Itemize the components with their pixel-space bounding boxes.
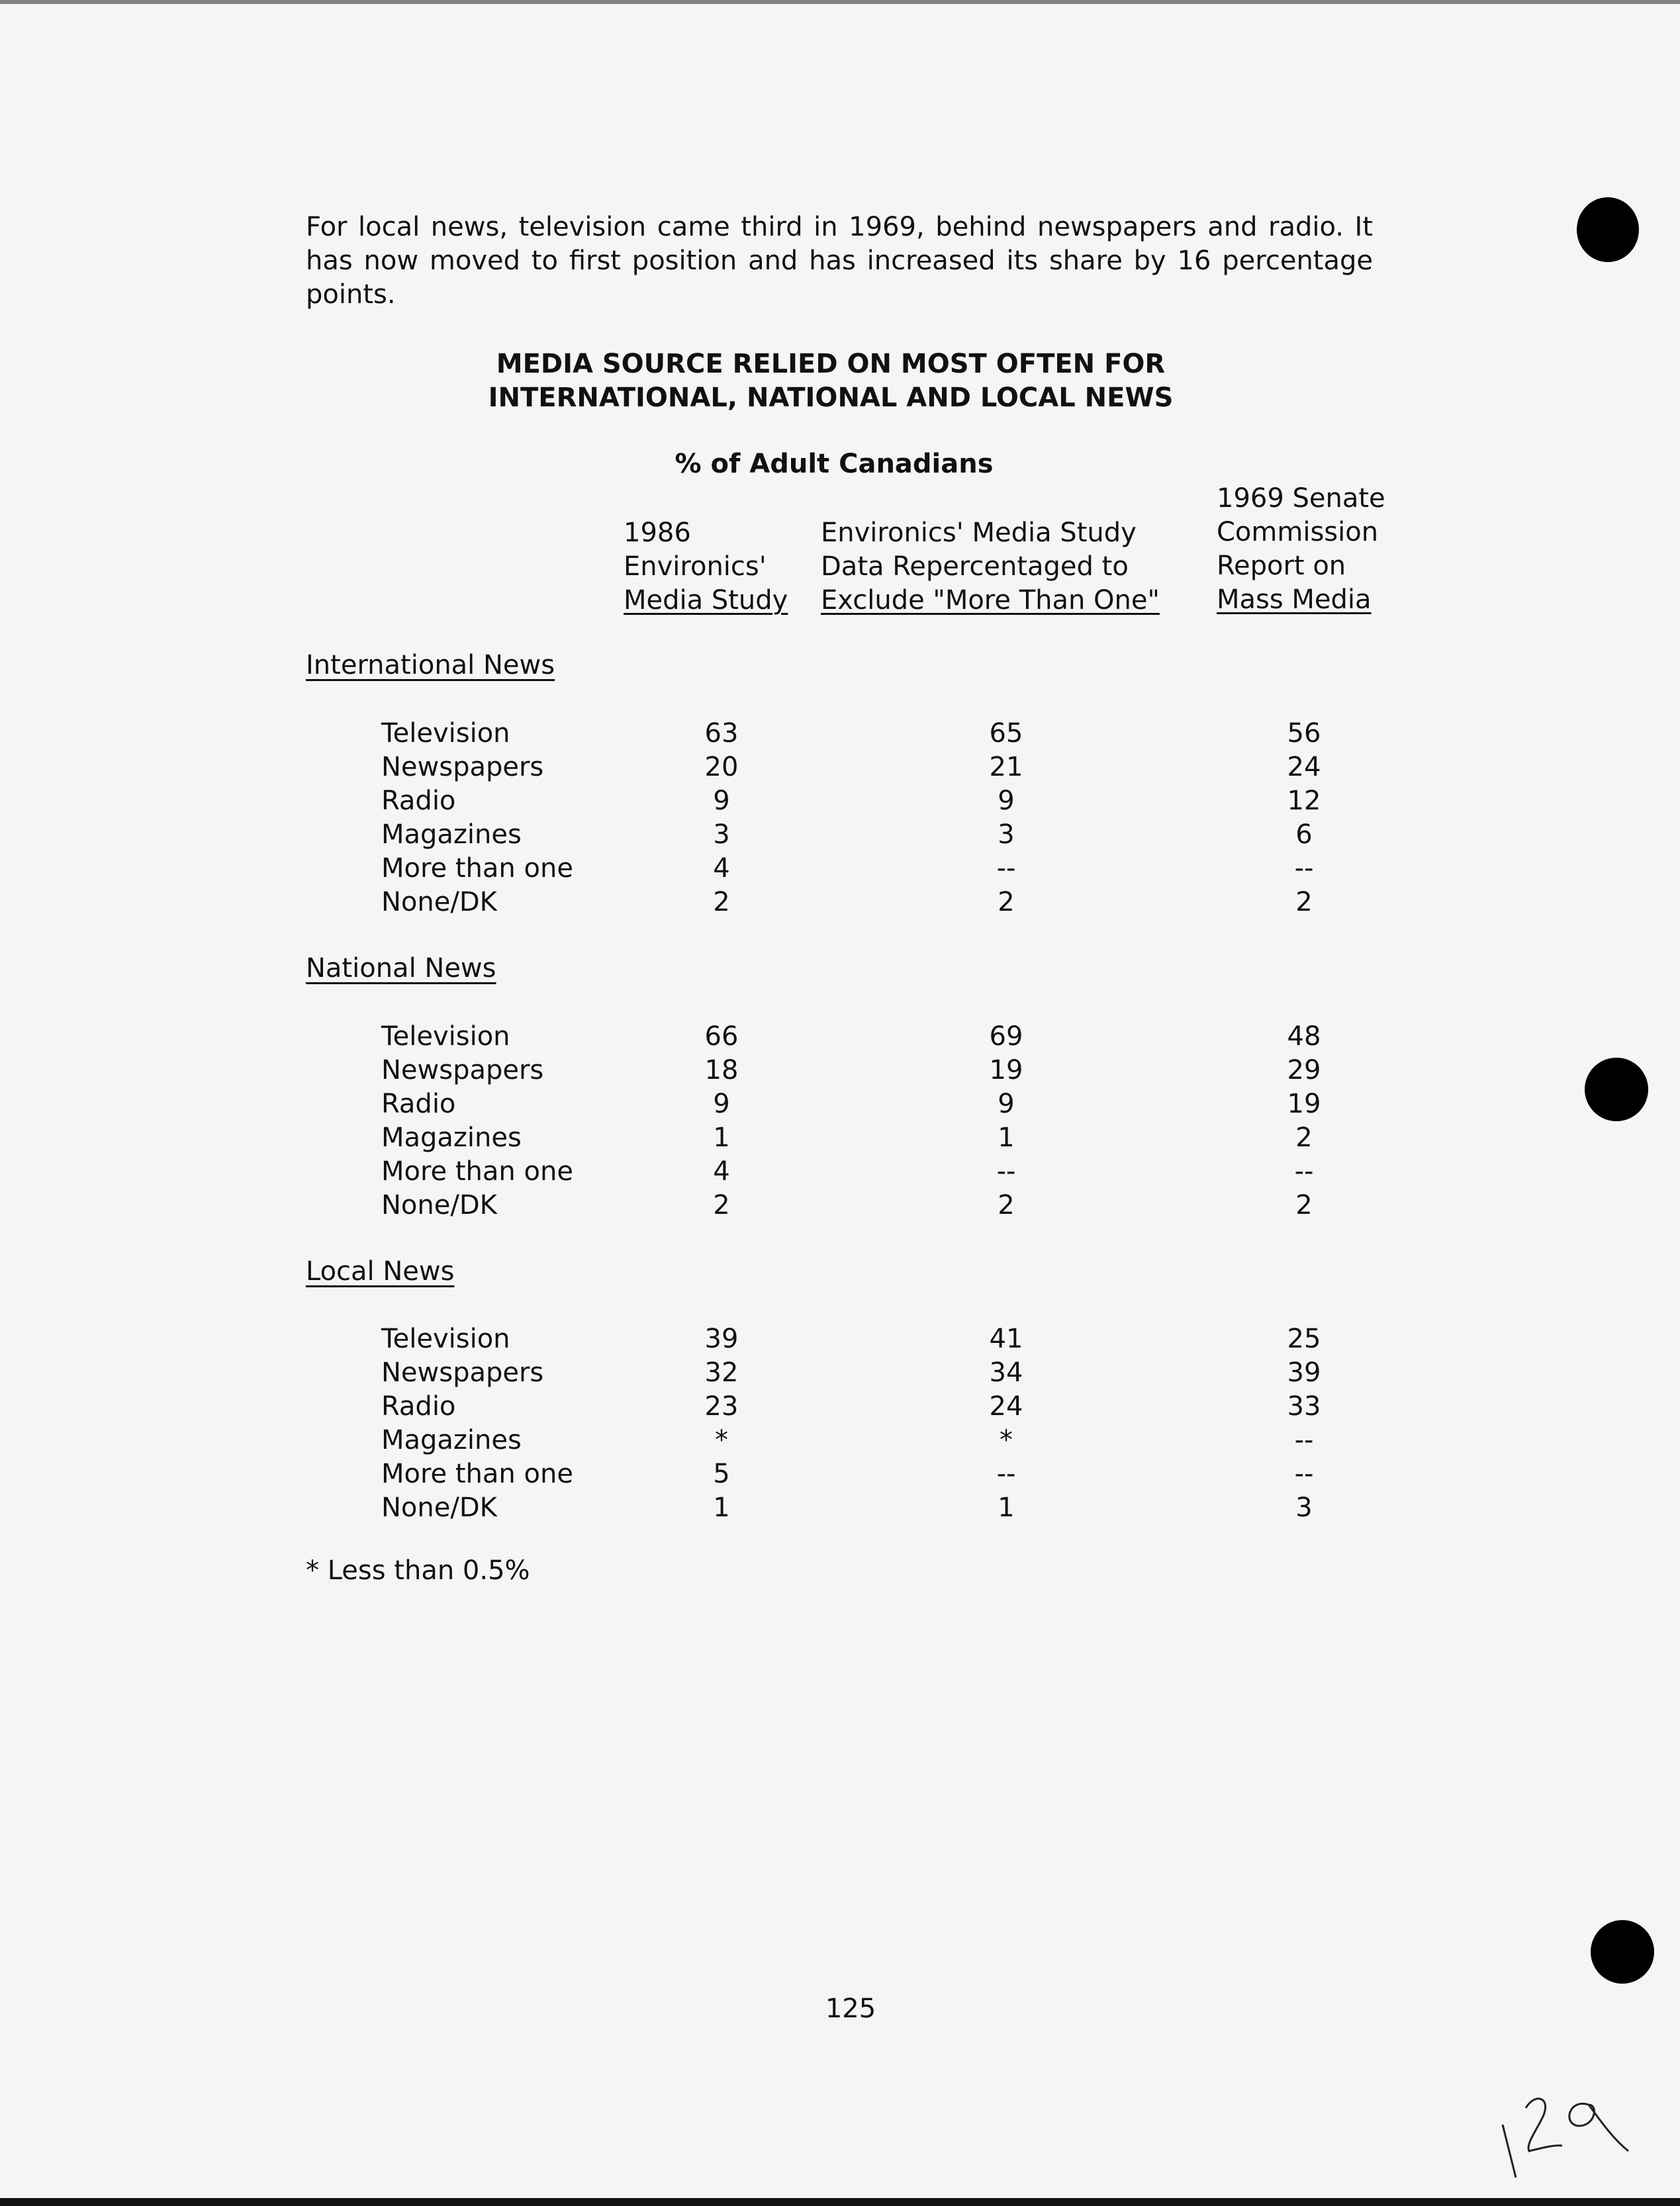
cell-repercentaged: 19 — [989, 1055, 1023, 1085]
page-number: 125 — [825, 1994, 876, 2024]
column-header-line: Exclude "More Than One" — [821, 585, 1160, 616]
row-label: Magazines — [381, 819, 522, 850]
row-label: Newspapers — [381, 1357, 544, 1388]
cell-repercentaged: 1 — [998, 1123, 1015, 1153]
column-header-line: Environics' — [624, 551, 767, 582]
table-row — [0, 887, 1680, 921]
cell-1986: 23 — [704, 1391, 739, 1422]
cell-repercentaged: 41 — [989, 1324, 1023, 1354]
section-title-national: National News — [306, 953, 496, 984]
cell-1986: 39 — [704, 1324, 739, 1354]
table-row — [0, 1190, 1680, 1224]
cell-1969: -- — [1294, 1459, 1314, 1489]
table-row — [0, 853, 1680, 887]
column-header-line: Report on — [1217, 551, 1346, 581]
cell-1986: 63 — [704, 718, 739, 749]
section-title-international: International News — [306, 650, 555, 680]
cell-1986: * — [715, 1425, 728, 1455]
row-label: Radio — [381, 786, 456, 816]
cell-repercentaged: 2 — [998, 1190, 1015, 1220]
cell-repercentaged: 21 — [989, 752, 1023, 782]
row-label: Newspapers — [381, 1055, 544, 1085]
cell-1969: 3 — [1295, 1493, 1313, 1523]
section-title-local: Local News — [306, 1256, 455, 1287]
row-label: None/DK — [381, 1493, 497, 1523]
cell-1986: 20 — [704, 752, 739, 782]
cell-repercentaged: 34 — [989, 1357, 1023, 1388]
row-label: Magazines — [381, 1123, 522, 1153]
row-label: More than one — [381, 853, 573, 884]
table-row — [0, 1123, 1680, 1156]
cell-1986: 1 — [713, 1123, 730, 1153]
column-header-line: Commission — [1217, 517, 1379, 547]
cell-1969: 25 — [1287, 1324, 1321, 1354]
row-label: Television — [381, 718, 510, 749]
punch-hole-top — [1577, 197, 1639, 262]
cell-repercentaged: 24 — [989, 1391, 1023, 1422]
cell-1986: 5 — [713, 1459, 730, 1489]
table-row — [0, 1324, 1680, 1357]
column-header-line: Data Repercentaged to — [821, 551, 1129, 582]
cell-1986: 2 — [713, 887, 730, 917]
scan-edge-top — [0, 0, 1680, 4]
cell-repercentaged: 3 — [998, 819, 1015, 850]
table-row — [0, 1156, 1680, 1190]
cell-1969: 6 — [1295, 819, 1313, 850]
column-header-line: 1986 — [624, 518, 691, 548]
cell-repercentaged: * — [1000, 1425, 1013, 1455]
cell-repercentaged: 69 — [989, 1021, 1023, 1052]
column-header-repercentaged — [821, 516, 1191, 618]
cell-1986: 1 — [713, 1493, 730, 1523]
punch-hole-bottom — [1591, 1920, 1654, 1984]
cell-repercentaged: -- — [996, 1459, 1016, 1489]
cell-1986: 66 — [704, 1021, 739, 1052]
cell-1969: 33 — [1287, 1391, 1321, 1422]
cell-repercentaged: 9 — [998, 786, 1015, 816]
column-header-line: 1969 Senate — [1217, 483, 1385, 514]
table-row — [0, 1425, 1680, 1459]
cell-1986: 18 — [704, 1055, 739, 1085]
cell-1969: 29 — [1287, 1055, 1321, 1085]
cell-1969: -- — [1294, 853, 1314, 884]
footnote: * Less than 0.5% — [306, 1555, 530, 1586]
table-row — [0, 1357, 1680, 1391]
row-label: More than one — [381, 1459, 573, 1489]
cell-1986: 2 — [713, 1190, 730, 1220]
table-title-line-1: MEDIA SOURCE RELIED ON MOST OFTEN FOR — [496, 349, 1166, 379]
cell-repercentaged: 1 — [998, 1493, 1015, 1523]
table-row — [0, 1089, 1680, 1123]
column-header-line: Media Study — [624, 585, 788, 616]
row-label: Television — [381, 1021, 510, 1052]
cell-1969: 2 — [1295, 1123, 1313, 1153]
row-label: Radio — [381, 1391, 456, 1422]
cell-repercentaged: 9 — [998, 1089, 1015, 1119]
cell-1969: -- — [1294, 1425, 1314, 1455]
cell-1969: 24 — [1287, 752, 1321, 782]
table-row — [0, 752, 1680, 786]
cell-1986: 3 — [713, 819, 730, 850]
cell-1969: 48 — [1287, 1021, 1321, 1052]
column-header-1969-senate — [1217, 482, 1415, 617]
cell-1969: 12 — [1287, 786, 1321, 816]
cell-1986: 9 — [713, 1089, 730, 1119]
cell-repercentaged: -- — [996, 1156, 1016, 1187]
cell-1986: 32 — [704, 1357, 739, 1388]
table-row — [0, 786, 1680, 819]
table-row — [0, 1493, 1680, 1526]
cell-1969: 2 — [1295, 1190, 1313, 1220]
row-label: Radio — [381, 1089, 456, 1119]
cell-1969: 19 — [1287, 1089, 1321, 1119]
column-header-1986-study — [624, 516, 822, 618]
cell-1986: 9 — [713, 786, 730, 816]
table-title-line-2: INTERNATIONAL, NATIONAL AND LOCAL NEWS — [488, 383, 1174, 413]
table-row — [0, 1055, 1680, 1089]
cell-1969: 56 — [1287, 718, 1321, 749]
row-label: Newspapers — [381, 752, 544, 782]
table-title — [410, 347, 1251, 415]
cell-1969: -- — [1294, 1156, 1314, 1187]
handwritten-page-number — [1489, 2085, 1648, 2184]
row-label: Television — [381, 1324, 510, 1354]
intro-paragraph: For local news, television came third in 1969, behind newspapers and radio. It has now moved to first position and has increased its share by 16 percentage points. — [306, 212, 1373, 310]
row-label: More than one — [381, 1156, 573, 1187]
table-row — [0, 1021, 1680, 1055]
row-label: None/DK — [381, 887, 497, 917]
row-label: Magazines — [381, 1425, 522, 1455]
table-row — [0, 819, 1680, 853]
column-header-line: Environics' Media Study — [821, 518, 1137, 548]
cell-1986: 4 — [713, 853, 730, 884]
table-row — [0, 1391, 1680, 1425]
table-row — [0, 718, 1680, 752]
row-label: None/DK — [381, 1190, 497, 1220]
cell-repercentaged: -- — [996, 853, 1016, 884]
cell-1986: 4 — [713, 1156, 730, 1187]
cell-repercentaged: 65 — [989, 718, 1023, 749]
table-subtitle: % of Adult Canadians — [675, 449, 994, 479]
cell-repercentaged: 2 — [998, 887, 1015, 917]
column-header-line: Mass Media — [1217, 584, 1372, 615]
cell-1969: 39 — [1287, 1357, 1321, 1388]
cell-1969: 2 — [1295, 887, 1313, 917]
table-row — [0, 1459, 1680, 1493]
scan-edge-bottom — [0, 2198, 1680, 2206]
